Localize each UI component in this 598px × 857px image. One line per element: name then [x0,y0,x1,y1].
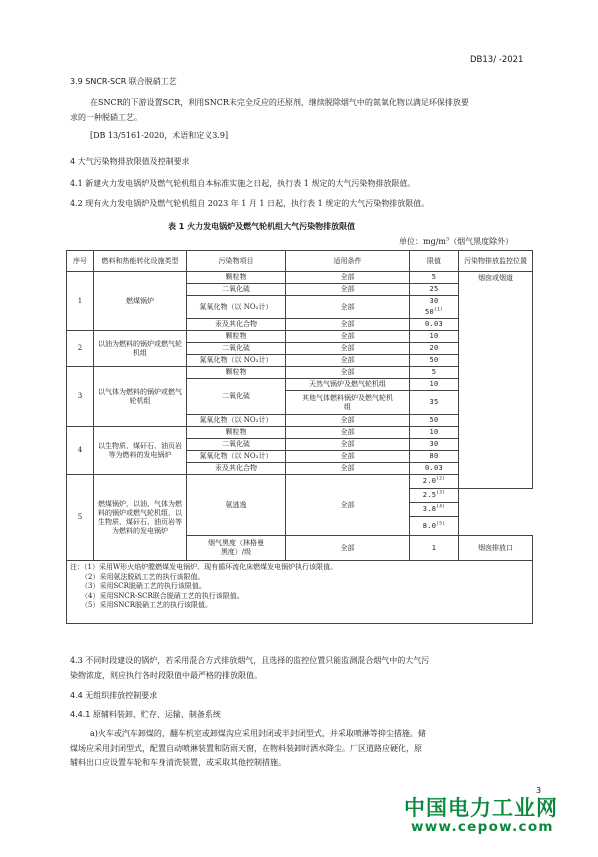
header-fuel-type: 燃料和热能转化设施类型 [94,251,187,272]
limit-cell: 0.03 [410,463,459,475]
monitor-location-main: 烟囱或烟道 [459,272,533,489]
pollutant-cell: 氮氧化物（以 NO₂计） [187,415,286,427]
limit-cell: 0.03 [410,319,459,331]
group-1-seq: 1 [67,272,94,331]
limit-cell: 10 [410,427,459,439]
pollutant-cell: 氮氧化物（以 NO₂计） [187,451,286,463]
condition-cell: 全部 [286,451,410,463]
group-5-type: 燃煤锅炉，以油、气体为燃料的锅炉或燃气轮机组，以生物质、煤矸石、油页岩等为燃料的发电锅炉 [94,475,187,561]
condition-cell: 全部 [286,296,410,319]
pollutant-cell: 颗粒物 [187,272,286,284]
pollutant-cell: 二氧化硫 [187,284,286,296]
limit-cell: 5 [410,272,459,284]
condition-cell: 全部 [286,355,410,367]
group-3-seq: 3 [67,367,94,427]
limit-cell: 3.8$^{(4)}$ [410,503,459,517]
limit-cell: 10 [410,331,459,343]
pollutant-cell: 颗粒物 [187,331,286,343]
table-row [67,272,533,284]
limit-cell: 30 [410,439,459,451]
pollutant-cell: 二氧化硫 [187,343,286,355]
pollutant-cell: 氨逃逸 [187,475,286,536]
notes-label: 注： [70,563,84,571]
pollutant-cell: 颗粒物 [187,367,286,379]
clause-4-3-line-1: 4.3 不同时段建设的锅炉，若采用混合方式排放烟气，且选择的监控位置只能监测混合烟气中的大气污 [70,656,430,665]
note-5: （5）采用SNCR脱硝工艺的执行该限值。 [81,601,213,610]
limit-cell: 50 [410,415,459,427]
limit-cell: 10 [410,379,459,391]
condition-cell: 全部 [286,415,410,427]
limit-cell: 35 [410,391,459,415]
condition-cell: 全部 [286,319,410,331]
condition-cell: 天然气锅炉及燃气轮机组 [286,379,410,391]
section-4-title: 4 大气污染物排放限值及控制要求 [70,157,190,166]
note-2: （2）采用氨法脱硫工艺的执行该限值。 [81,572,205,581]
limit-cell: 2.5$^{(3)}$ [410,489,459,503]
condition-cell: 全部 [286,475,410,536]
section-4-4-1-title: 4.4.1 原辅料装卸、贮存、运输、制备系统 [70,710,221,719]
clause-a-line-3: 辅料出口应设置车轮和车身清洗装置，或采取其他控制措施。 [70,758,286,767]
group-1-type: 燃煤锅炉 [94,272,187,331]
group-2-type: 以油为燃料的锅炉或燃气轮机组 [94,331,187,367]
table-notes-row [67,561,533,624]
limit-cell: 2.0$^{(2)}$ [410,475,459,489]
monitor-location-chimney-outlet: 烟囱排放口 [459,536,533,561]
watermark-cn: 中国电力工业网 [404,796,558,820]
clause-4-3-line-2: 染物浓度，则应执行各时段限值中最严格的排放限值。 [70,671,262,680]
pollutant-cell: 二氧化硫 [187,379,286,415]
page-number: 3 [536,786,542,795]
condition-cell: 全部 [286,284,410,296]
watermark-url: www.cepow.com [411,819,554,835]
note-1: （1）采用W形火焰炉膛燃煤发电锅炉、现有循环流化床燃煤发电锅炉执行该限值。 [84,563,338,571]
table-header-row [67,251,533,272]
note-4: （4）采用SNCR-SCR联合脱硝工艺的执行该限值。 [81,591,244,600]
limit-cell: 80 [410,451,459,463]
clause-a-line-2: 煤场应采用封闭型式，配置自动喷淋装置和防雨天窗，在物料装卸时洒水降尘。厂区道路应硬化，原 [70,744,422,753]
clause-a-line-1: a)火车或汽车卸煤的，翻车机室或卸煤沟应采用封闭或半封闭型式，并采取喷淋等抑尘措施。储 [90,729,426,738]
group-3-type: 以气体为燃料的锅炉或燃气轮机组 [94,367,187,427]
condition-cell: 全部 [286,343,410,355]
table-unit: 单位：$mg/m^3$（烟气黑度除外） [399,236,514,246]
group-5-seq: 5 [67,475,94,561]
group-4-type: 以生物质、煤矸石、油页岩等为燃料的发电锅炉 [94,427,187,475]
limit-cell: 5 [410,367,459,379]
condition-cell: 全部 [286,331,410,343]
limit-cell: 1 [410,536,459,561]
group-4-seq: 4 [67,427,94,475]
condition-cell: 全部 [286,367,410,379]
condition-cell: 全部 [286,439,410,451]
condition-cell: 其他气体燃料锅炉及燃气轮机组 [286,391,410,415]
condition-cell: 全部 [286,463,410,475]
limit-cell: 50$^{(1)}$ [410,307,459,319]
limit-cell: 30 [410,296,459,308]
clause-4-1: 4.1 新建火力发电锅炉及燃气轮机组自本标准实施之日起，执行表 1 规定的大气污染物排放限值。 [70,179,416,188]
section-3-9-title: 3.9 SNCR-SCR 联合脱硝工艺 [70,77,177,86]
limit-cell: 25 [410,284,459,296]
section-4-4-title: 4.4 无组织排放控制要求 [70,691,158,700]
section-3-9-body-line-1: 在SNCR的下游设置SCR，利用SNCR未完全反应的还原剂，继续脱除烟气中的氮氧化物以满足环保排放要 [90,98,469,107]
header-condition: 适用条件 [286,251,410,272]
pollutant-cell: 汞及其化合物 [187,319,286,331]
pollutant-cell: 烟气黑度（林格曼黑度）/级 [187,536,286,561]
pollutant-cell: 氮氧化物（以 NO₂计） [187,296,286,319]
pollutant-cell: 汞及其化合物 [187,463,286,475]
section-3-9-reference: [DB 13/5161-2020，术语和定义3.9] [90,131,229,140]
pollutant-cell: 二氧化硫 [187,439,286,451]
condition-cell: 全部 [286,272,410,284]
header-monitoring-location: 污染物排放监控位置 [459,251,533,272]
condition-cell: 全部 [286,536,410,561]
emission-limits-table [66,250,533,624]
limit-cell: 50 [410,355,459,367]
document-code: DB13/ -2021 [470,55,524,65]
header-seq: 序号 [67,251,94,272]
group-2-seq: 2 [67,331,94,367]
section-3-9-body-line-2: 求的一种脱硝工艺。 [70,113,142,122]
condition-cell: 全部 [286,427,410,439]
note-3: （3）采用SCR脱硝工艺的执行该限值。 [81,582,206,591]
pollutant-cell: 氮氧化物（以 NO₂计） [187,355,286,367]
clause-4-2: 4.2 现有火力发电锅炉及燃气轮机组自 2023 年 1 月 1 日起，执行表 1 规定的大气污染物排放限值。 [70,199,430,208]
header-limit: 限值 [410,251,459,272]
pollutant-cell: 颗粒物 [187,427,286,439]
table-1-caption: 表 1 火力发电锅炉及燃气轮机组大气污染物排放限值 [168,222,356,231]
header-pollutant: 污染物项目 [187,251,286,272]
limit-cell: 20 [410,343,459,355]
table-notes [67,561,533,624]
limit-cell: 8.0$^{(5)}$ [410,517,459,536]
